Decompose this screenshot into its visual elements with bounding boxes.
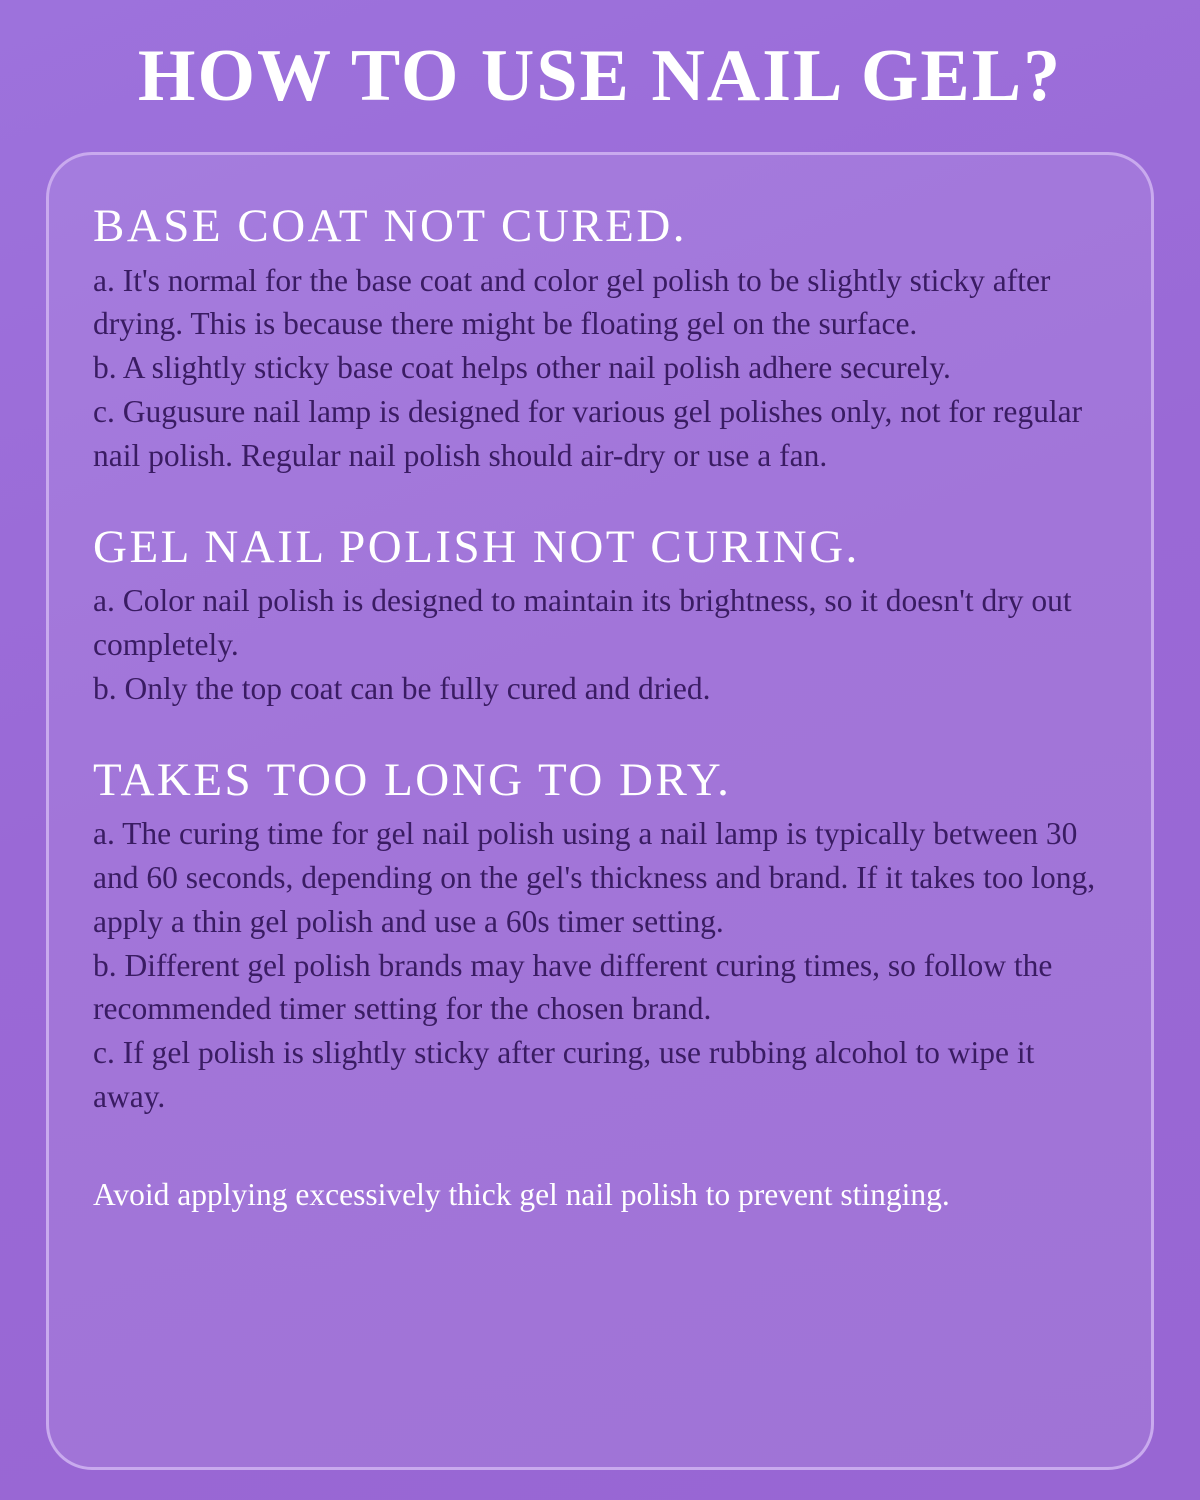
footer-note: Avoid applying excessively thick gel nail polish to prevent stinging. [93,1176,950,1212]
section-item: b. Only the top coat can be fully cured and dried. [93,670,711,706]
section-item: b. A slightly sticky base coat helps other nail polish adhere securely. [93,350,951,386]
page-title: HOW TO USE NAIL GEL? [137,35,1063,117]
section-base-coat-not-cured [93,201,1107,478]
section-item: b. Different gel polish brands may have different curing times, so follow the recommended timer setting for the chosen brand. [93,947,1053,1027]
spacer [93,1163,1107,1173]
section-heading: BASE COAT NOT CURED. [93,200,688,252]
section-item: c. Gugusure nail lamp is designed for various gel polishes only, not for regular nail polish. Regular nail polish should air-dry or use a fan. [93,394,1083,473]
instructions-card [46,152,1154,1470]
section-gel-nail-polish-not-curing [93,522,1107,711]
section-takes-too-long-to-dry [93,755,1107,1119]
section-heading: GEL NAIL POLISH NOT CURING. [93,520,860,573]
section-item: a. The curing time for gel nail polish using a nail lamp is typically between 30 and 60 seconds, depending on the gel's thickness and brand. If it takes too long, apply a thin gel polish and use a 60s timer setting. [93,816,1096,939]
section-item: a. It's normal for the base coat and color gel polish to be slightly sticky after drying. This is because there might be floating gel on the surface. [93,262,1051,342]
section-heading: TAKES TOO LONG TO DRY. [93,753,732,806]
section-item: a. Color nail polish is designed to maintain its brightness, so it doesn't dry out completely. [93,583,1072,663]
section-item: c. If gel polish is slightly sticky after curing, use rubbing alcohol to wipe it away. [93,1035,1035,1114]
